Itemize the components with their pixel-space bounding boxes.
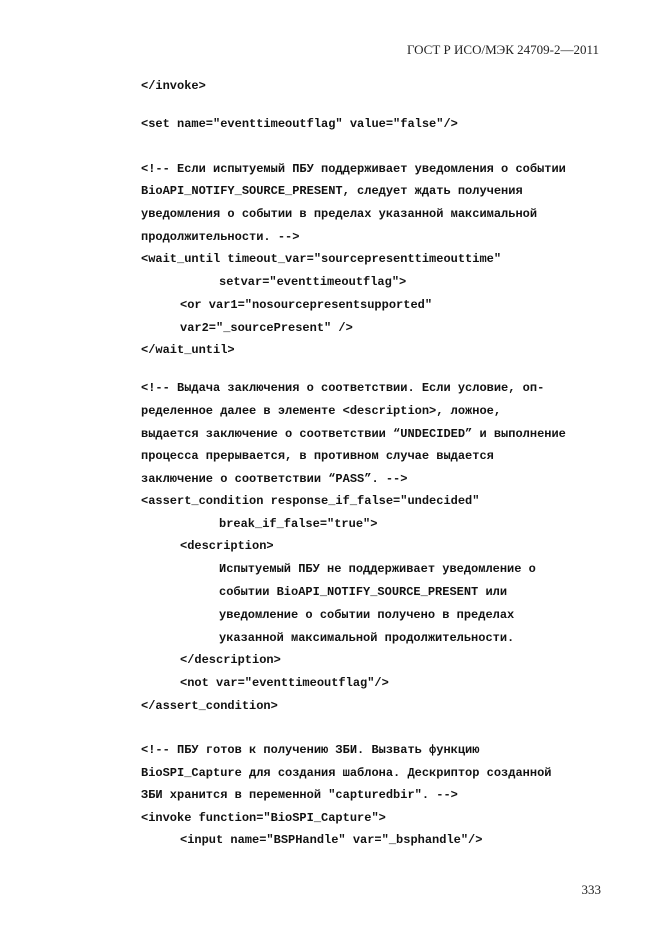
code-line: </description> [180, 653, 281, 667]
code-line: продолжительности. --> [141, 230, 300, 244]
code-line: <!-- ПБУ готов к получению ЗБИ. Вызвать функцию [141, 743, 480, 757]
code-line: событии BioAPI_NOTIFY_SOURCE_PRESENT или [219, 585, 508, 599]
code-line: <description> [180, 539, 274, 553]
code-line: <wait_until timeout_var="sourcepresenttimeouttime" [141, 252, 502, 266]
code-line: уведомление о событии получено в пределах [219, 608, 515, 622]
code-line: break_if_false="true"> [219, 517, 378, 531]
code-line: setvar="eventtimeoutflag"> [219, 275, 407, 289]
code-line: указанной максимальной продолжительности. [219, 631, 515, 645]
code-line: <!-- Выдача заключения о соответствии. Если условие, оп- [141, 381, 545, 395]
code-line: процесса прерывается, в противном случае выдается [141, 449, 494, 463]
code-line: <invoke function="BioSPI_Capture"> [141, 811, 386, 825]
code-line: <!-- Если испытуемый ПБУ поддерживает уведомления о событии [141, 162, 566, 176]
code-line: <input name="BSPHandle" var="_bsphandle"/> [180, 833, 483, 847]
code-line: <or var1="nosourcepresentsupported" [180, 298, 433, 312]
code-line: <not var="eventtimeoutflag"/> [180, 676, 389, 690]
code-line: var2="_sourcePresent" /> [180, 321, 353, 335]
code-line: </invoke> [141, 79, 206, 93]
code-line: ЗБИ хранится в переменной "capturedbir". --> [141, 788, 458, 802]
code-line: уведомления о событии в пределах указанной максимальной [141, 207, 538, 221]
code-line: заключение о соответствии “PASS”. --> [141, 472, 408, 486]
code-line: </assert_condition> [141, 699, 278, 713]
code-line: BioAPI_NOTIFY_SOURCE_PRESENT, следует ждать получения [141, 184, 523, 198]
code-line: выдается заключение о соответствии “UNDECIDED” и выполнение [141, 427, 566, 441]
page-number: 333 [581, 882, 601, 897]
code-line: <set name="eventtimeoutflag" value="false"/> [141, 117, 458, 131]
code-line: </wait_until> [141, 343, 235, 357]
code-line: ределенное далее в элементе <description>, ложное, [141, 404, 502, 418]
code-line: BioSPI_Capture для создания шаблона. Дескриптор созданной [141, 766, 552, 780]
code-line: <assert_condition response_if_false="undecided" [141, 494, 480, 508]
code-line: Испытуемый ПБУ не поддерживает уведомление о [219, 562, 536, 576]
document-header: ГОСТ Р ИСО/МЭК 24709-2—2011 [406, 42, 599, 57]
